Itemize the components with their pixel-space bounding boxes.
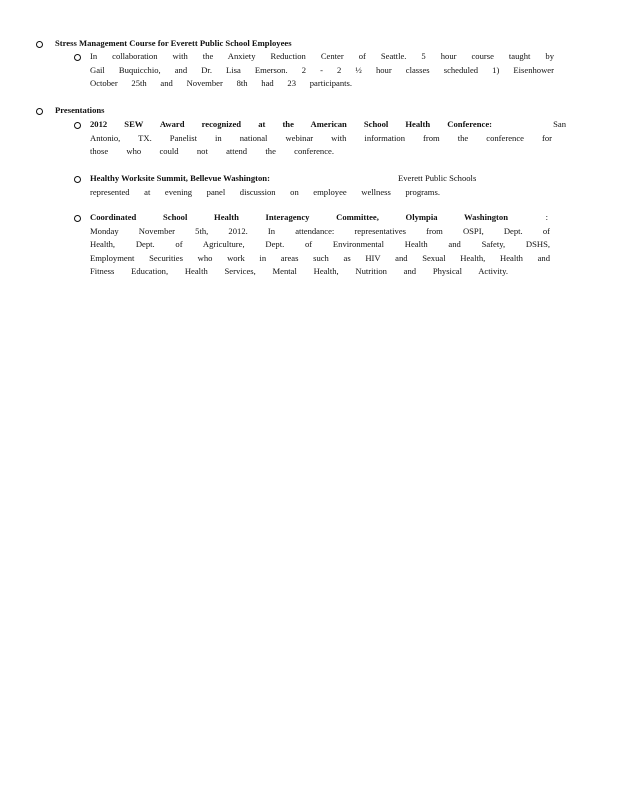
paragraph-line: Everett Public Schools: [398, 173, 477, 183]
paragraph-line: Fitness Education, Health Services, Mental Health, Nutrition and Physical Activity.: [90, 266, 508, 276]
paragraph-first-line: [90, 211, 550, 225]
subitem-paragraph: [90, 211, 550, 279]
heading-text: Stress Management Course for Everett Public School Employees: [55, 38, 292, 48]
paragraph-line: :: [545, 212, 548, 222]
paragraph-line: In collaboration with the Anxiety Reduction Center of Seattle. 5 hour course taught by: [90, 51, 554, 61]
outer-bullet-icon: [36, 108, 43, 115]
paragraph-line: Monday November 5th, 2012. In attendance: representatives from OSPI, Dept. of: [90, 225, 550, 236]
paragraph-line: represented at evening panel discussion on employee wellness programs.: [90, 186, 440, 197]
bold-lead: Coordinated School Health Interagency Committee, Olympia Washington: [90, 212, 508, 222]
item-heading: [55, 37, 417, 51]
paragraph-line: Antonio, TX. Panelist in national webinar with information from the conference for: [90, 132, 552, 143]
inner-bullet-icon: [74, 176, 81, 183]
inner-bullet-icon: [74, 122, 81, 129]
paragraph-first-line: [90, 172, 490, 186]
paragraph-line: October 25th and November 8th had 23 participants.: [90, 78, 352, 88]
paragraph-first-line: [90, 118, 566, 132]
bold-lead: 2012 SEW Award recognized at the American School Health Conference:: [90, 119, 492, 129]
paragraph-line: Health, Dept. of Agriculture, Dept. of Environmental Health and Safety, DSHS,: [90, 239, 550, 249]
item-heading-text: [55, 37, 417, 51]
inner-bullet-icon: [74, 215, 81, 222]
outer-bullet-icon: [36, 41, 43, 48]
subitem-paragraph: [90, 50, 554, 91]
paragraph-line: San: [553, 119, 566, 129]
paragraph-line: Gail Buquicchio, and Dr. Lisa Emerson. 2 - 2 ½ hour classes scheduled 1) Eisenhower: [90, 64, 554, 75]
subitem-paragraph: [90, 172, 490, 199]
bold-lead: Healthy Worksite Summit, Bellevue Washington:: [90, 173, 270, 183]
inner-bullet-icon: [74, 54, 81, 61]
subitem-paragraph: [90, 118, 566, 159]
paragraph-line: those who could not attend the conference.: [90, 146, 334, 156]
paragraph-line: Employment Securities who work in areas such as HIV and Sexual Health, Health and: [90, 252, 550, 263]
item-heading: [55, 104, 255, 118]
heading-text: Presentations: [55, 105, 105, 115]
